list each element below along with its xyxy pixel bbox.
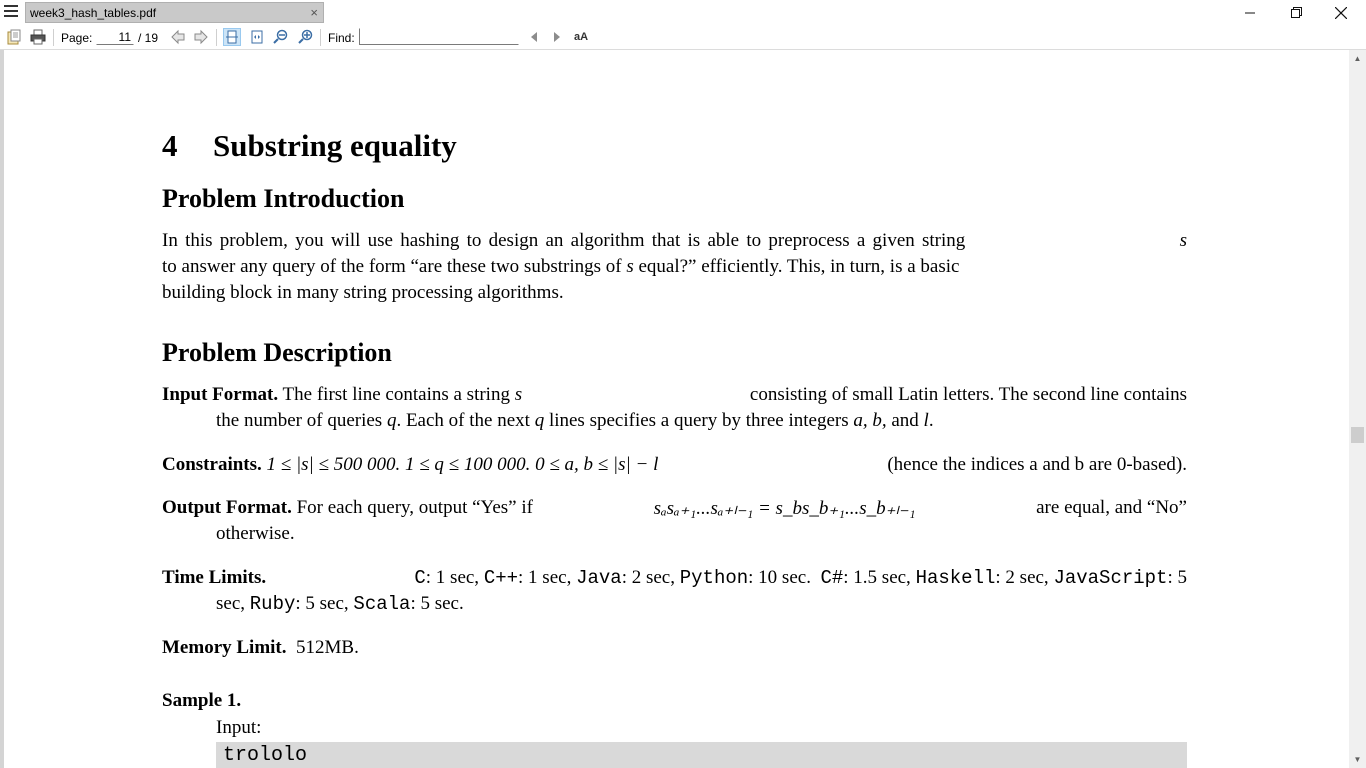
memory-limit-value: 512MB. [296,637,359,658]
title-bar [0,0,1366,25]
section-title: Substring equality [213,128,457,163]
time-limit-language: Ruby [249,593,296,615]
time-limit-value: : 1.5 sec, [843,567,916,588]
sample-code-block [216,742,1187,768]
input-format-text-e: lines specifies a query by three integers [548,410,849,431]
sample-code-text: trololo [223,744,308,767]
time-limit-value: : 5 sec, [295,593,354,614]
fit-width-button[interactable] [248,28,266,46]
time-limit-language: Java [576,567,622,589]
section-number: 4 [162,128,178,163]
minimize-icon [1245,8,1255,18]
pdf-page [4,50,1345,768]
input-format-text-a: The first line contains a string [282,384,510,405]
document-tab[interactable] [25,2,324,23]
input-format-var-q: q [386,410,397,431]
input-format-vars: a, b, [853,410,887,431]
restore-icon [1291,7,1302,18]
zoom-out-button[interactable] [272,28,290,46]
find-input[interactable] [359,28,519,45]
time-limit-language: C [414,567,426,589]
intro-line-2-text-a: to answer any query of the form “are these two substrings of [162,256,622,277]
constraints-formula: 1 ≤ |s| ≤ 500 000. 1 ≤ q ≤ 100 000. 0 ≤ a, b ≤ |s| − l [266,454,659,475]
close-window-button[interactable] [1318,0,1364,25]
toolbar-divider [320,29,321,46]
time-limit-value: : 1 sec, [518,567,577,588]
triangle-right-icon [552,31,562,43]
memory-limit-label: Memory Limit. [162,637,287,658]
toolbar-divider [53,29,54,46]
time-limit-language: JavaScript [1053,567,1168,589]
restore-button[interactable] [1273,0,1319,25]
print-button[interactable] [29,28,47,46]
time-limit-language: Scala [353,593,411,615]
scroll-thumb[interactable] [1351,427,1364,443]
intro-line-2-var: s [626,256,634,277]
sample-heading: Sample 1. [162,690,242,711]
input-format-label: Input Format. [162,384,279,405]
minimize-button[interactable] [1227,0,1273,25]
intro-paragraph-line-1 [162,230,1187,252]
input-format-text-b: consisting of small Latin letters. The second line contains [749,384,1187,405]
time-limit-language: Python [679,567,749,589]
output-format-formula: sₐsₐ₊₁...sₐ₊ₗ₋₁ = s_bs_b₊₁...s_b₊ₗ₋₁ [653,498,916,519]
arrow-right-icon [193,29,209,45]
output-format-text-b: are equal, and “No” [1036,497,1187,518]
time-limit-value: : 1 sec, [425,567,484,588]
find-previous-button[interactable] [525,28,543,46]
time-limit-language: C++ [483,567,519,589]
toolbar-divider [216,29,217,46]
find-next-button[interactable] [548,28,566,46]
arrow-left-icon [170,29,186,45]
input-format-var-s: s [514,384,523,405]
time-limits-label: Time Limits. [162,567,267,588]
time-limit-value: : 2 sec, [621,567,680,588]
page-number-input[interactable] [96,28,134,45]
intro-heading: Problem Introduction [162,184,405,213]
page-label: Page: [61,31,93,45]
scroll-down-icon[interactable]: ▼ [1353,755,1362,764]
time-limit-value: : 2 sec, [995,567,1054,588]
scroll-up-icon[interactable]: ▲ [1353,54,1362,63]
input-format-line-2 [216,410,934,432]
time-limit-value: : 5 sec. [410,593,464,614]
output-format-label: Output Format. [162,497,292,518]
zoom-in-button[interactable] [297,28,315,46]
tab-close-icon[interactable]: × [310,5,318,20]
input-format-text-f: and [891,410,919,431]
open-file-button[interactable] [5,28,23,46]
page-total: / 19 [138,31,159,45]
memory-limit-line [162,637,359,659]
output-format-line-2: otherwise. [216,523,295,544]
time-limits-values-1 [414,567,1187,589]
input-format-var-q2: q [534,410,545,431]
constraints-label: Constraints. [162,454,262,475]
previous-page-button[interactable] [169,28,187,46]
time-limit-value: : 5 [1167,567,1187,588]
intro-line-1-var: s [1179,230,1187,251]
input-format-text-d: . Each of the next [396,410,530,431]
zoom-in-icon [298,29,314,45]
constraints-line [162,454,1187,476]
fit-page-icon [225,30,239,44]
intro-paragraph-line-3: building block in many string processing algorithms. [162,282,564,303]
print-icon [30,29,46,45]
triangle-left-icon [529,31,539,43]
document-tab-label: week3_hash_tables.pdf [30,6,157,20]
intro-line-2-text-b: equal?” efficiently. This, in turn, is a basic [638,256,960,277]
document-viewer[interactable] [0,50,1349,768]
constraints-note: (hence the indices a and b are 0-based). [887,454,1187,475]
find-label: Find: [328,31,355,45]
time-limit-value: : 10 sec. [748,567,821,588]
input-format-var-l: l [923,410,929,431]
time-limits-values-2 [216,593,464,615]
output-format-text-a: For each query, output “Yes” if [296,497,533,518]
intro-line-1-text: In this problem, you will use hashing to design an algorithm that is able to preprocess a given string [162,230,966,251]
fit-width-icon [250,30,264,44]
match-case-icon[interactable]: aA [573,31,589,43]
input-format-end: . [928,410,934,431]
zoom-out-icon [273,29,289,45]
sample-input-label: Input: [216,717,262,738]
time-limit-language: Haskell [915,567,996,589]
time-limit-value: sec, [216,593,250,614]
close-icon [1335,7,1347,19]
output-format-line-1 [162,497,1187,520]
intro-paragraph-line-2 [162,256,1187,278]
input-format-text-c: the number of queries [216,410,383,431]
toolbar [0,25,1366,50]
input-format-line-1 [162,384,1187,406]
open-file-icon [6,29,22,45]
menu-icon[interactable] [4,5,18,19]
vertical-scrollbar[interactable] [1349,50,1366,768]
time-limits-line-1 [162,567,1187,589]
next-page-button[interactable] [192,28,210,46]
time-limit-language: C# [820,567,844,589]
description-heading: Problem Description [162,338,392,367]
fit-page-button[interactable] [223,28,241,46]
